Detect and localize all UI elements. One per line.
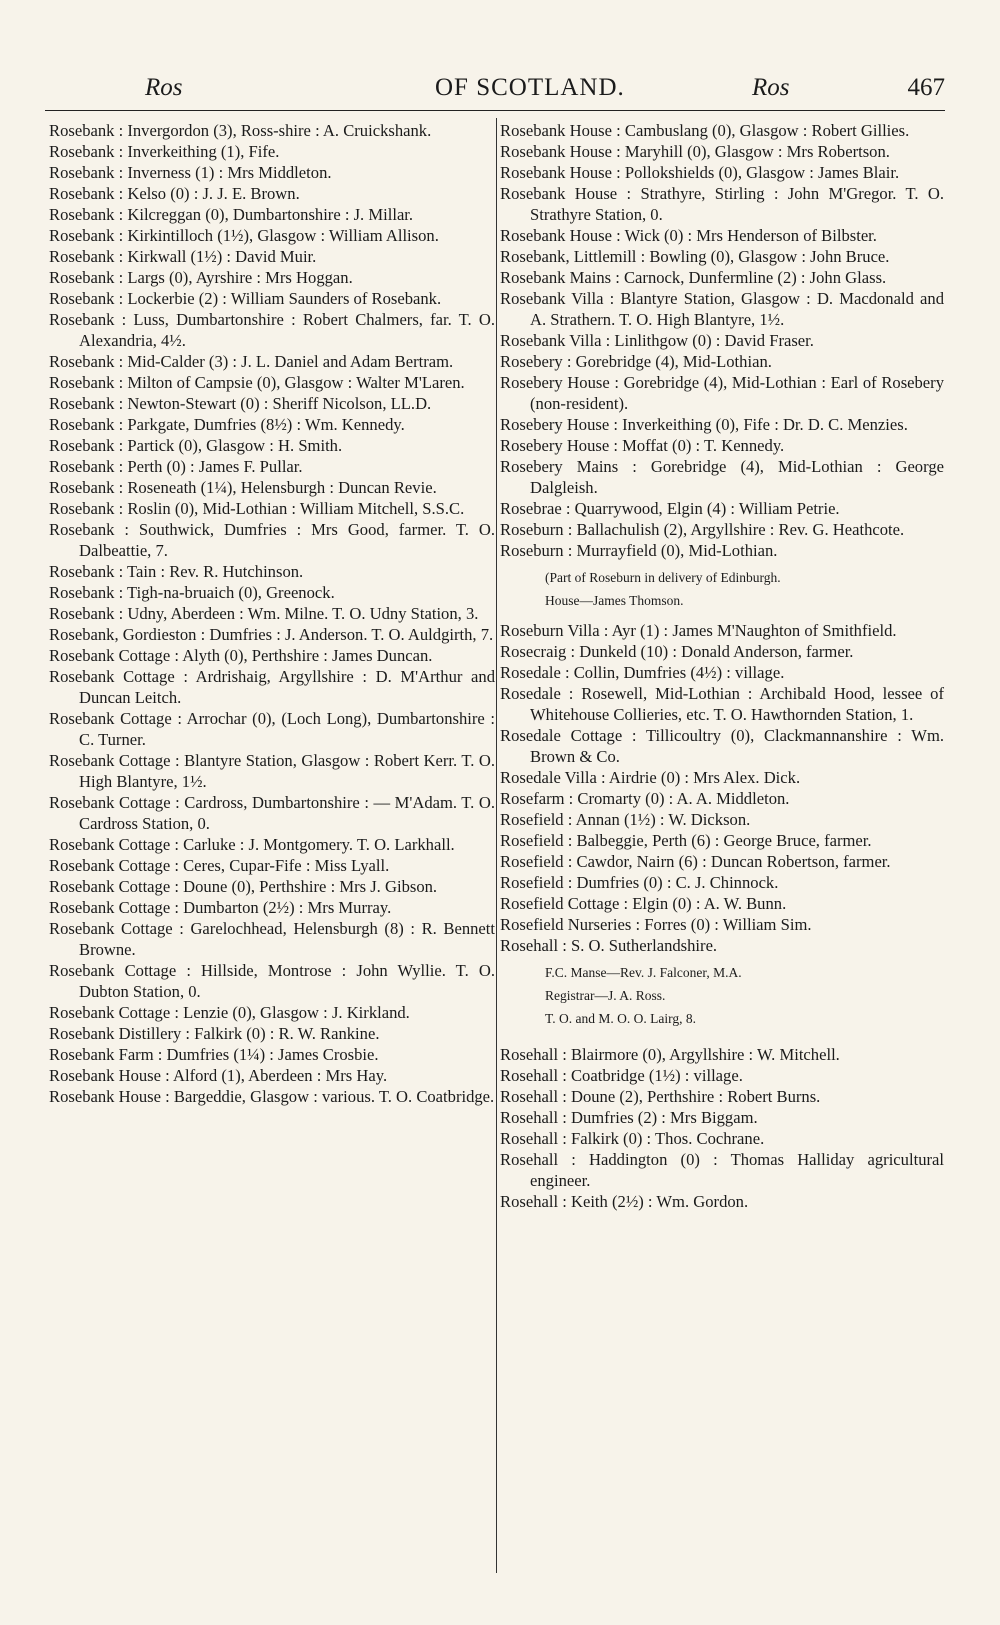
directory-entry: Rosefield Nurseries : Forres (0) : William Sim. bbox=[500, 915, 812, 934]
directory-entry: Rosehall : Dumfries (2) : Mrs Biggam. bbox=[500, 1108, 758, 1127]
directory-entry: Rosebank Cottage : Doune (0), Perthshire : Mrs J. Gibson. bbox=[49, 877, 438, 896]
directory-entry: Rosebank Cottage : Carluke : J. Montgomery. T. O. Larkhall. bbox=[49, 835, 455, 854]
directory-entry: Rosebank House : Maryhill (0), Glasgow : Mrs Robertson. bbox=[500, 142, 890, 161]
header-left-guide-word: Ros bbox=[145, 74, 183, 101]
directory-entry: Rosebank : Newton-Stewart (0) : Sheriff Nicolson, LL.D. bbox=[49, 394, 432, 413]
directory-entry: Rosebank : Kirkwall (1½) : David Muir. bbox=[49, 247, 317, 266]
directory-entry: Rosebery : Gorebridge (4), Mid-Lothian. bbox=[500, 352, 772, 371]
header-right-guide-word: Ros bbox=[752, 74, 790, 101]
directory-entry: Rosebank Cottage : Lenzie (0), Glasgow : J. Kirkland. bbox=[49, 1003, 410, 1022]
directory-entry: Rosebank : Kirkintilloch (1½), Glasgow : William Allison. bbox=[49, 226, 439, 245]
directory-entry: Rosebank House : Alford (1), Aberdeen : Mrs Hay. bbox=[49, 1066, 388, 1085]
directory-entry: Rosefield : Annan (1½) : W. Dickson. bbox=[500, 810, 751, 829]
directory-entry: Rosebank House : Bargeddie, Glasgow : various. T. O. Coatbridge. bbox=[49, 1087, 495, 1106]
directory-entry: Rosebank : Partick (0), Glasgow : H. Smith. bbox=[49, 436, 343, 455]
directory-entry: Rosefarm : Cromarty (0) : A. A. Middleton. bbox=[500, 789, 790, 808]
directory-entry: Rosebank : Inverkeithing (1), Fife. bbox=[49, 142, 280, 161]
right-column bbox=[500, 120, 944, 1212]
directory-entry: Rosehall : Falkirk (0) : Thos. Cochrane. bbox=[500, 1129, 765, 1148]
directory-entry: Rosehall : Blairmore (0), Argyllshire : W. Mitchell. bbox=[500, 1045, 840, 1064]
note-line: House—James Thomson. bbox=[545, 593, 684, 608]
directory-entry: Roseburn : Murrayfield (0), Mid-Lothian. bbox=[500, 541, 778, 560]
directory-entry: Rosebank Cottage : Arrochar (0), (Loch Long), Dumbartonshire : C. Turner. bbox=[49, 709, 495, 749]
directory-entry: Rosefield : Dumfries (0) : C. J. Chinnock. bbox=[500, 873, 779, 892]
directory-entry: Rosebank Cottage : Garelochhead, Helensburgh (8) : R. Bennett Browne. bbox=[49, 919, 495, 959]
directory-entry: Rosedale : Collin, Dumfries (4½) : village. bbox=[500, 663, 785, 682]
directory-entry: Rosebery Mains : Gorebridge (4), Mid-Lothian : George Dalgleish. bbox=[500, 457, 944, 497]
directory-entry: Rosebank Mains : Carnock, Dunfermline (2) : John Glass. bbox=[500, 268, 887, 287]
directory-entry: Rosehall : Coatbridge (1½) : village. bbox=[500, 1066, 743, 1085]
directory-entry: Rosebank : Milton of Campsie (0), Glasgow : Walter M'Laren. bbox=[49, 373, 465, 392]
directory-entry: Rosebank : Mid-Calder (3) : J. L. Daniel and Adam Bertram. bbox=[49, 352, 454, 371]
directory-entry: Rosedale Cottage : Tillicoultry (0), Clackmannanshire : Wm. Brown & Co. bbox=[500, 726, 944, 766]
note-roseburn bbox=[500, 566, 944, 612]
directory-entry: Rosebank House : Pollokshields (0), Glasgow : James Blair. bbox=[500, 163, 900, 182]
directory-entry: Rosebank : Udny, Aberdeen : Wm. Milne. T. O. Udny Station, 3. bbox=[49, 604, 479, 623]
directory-entry: Rosebery House : Gorebridge (4), Mid-Lothian : Earl of Rosebery (non-resident). bbox=[500, 373, 944, 413]
directory-entry: Rosebank Villa : Blantyre Station, Glasgow : D. Macdonald and A. Strathern. T. O. High Blantyre, 1½. bbox=[500, 289, 944, 329]
directory-entry: Rosebank : Inverness (1) : Mrs Middleton. bbox=[49, 163, 332, 182]
directory-entry: Rosebank Cottage : Dumbarton (2½) : Mrs Murray. bbox=[49, 898, 392, 917]
directory-entry: Rosehall : Haddington (0) : Thomas Halliday agricultural engineer. bbox=[500, 1150, 944, 1190]
directory-entry: Rosefield : Cawdor, Nairn (6) : Duncan Robertson, farmer. bbox=[500, 852, 891, 871]
directory-entry: Rosebrae : Quarrywood, Elgin (4) : William Petrie. bbox=[500, 499, 840, 518]
directory-entry: Rosebank House : Cambuslang (0), Glasgow : Robert Gillies. bbox=[500, 121, 910, 140]
directory-entry: Rosefield : Balbeggie, Perth (6) : George Bruce, farmer. bbox=[500, 831, 872, 850]
header-rule bbox=[45, 110, 945, 111]
directory-entry: Rosebank, Gordieston : Dumfries : J. Anderson. T. O. Auldgirth, 7. bbox=[49, 625, 494, 644]
note-rosehall bbox=[500, 961, 944, 1030]
note-line: F.C. Manse—Rev. J. Falconer, M.A. bbox=[545, 965, 742, 980]
left-column bbox=[49, 120, 495, 1107]
directory-entry: Rosehall : Doune (2), Perthshire : Robert Burns. bbox=[500, 1087, 821, 1106]
directory-entry: Rosebery House : Inverkeithing (0), Fife : Dr. D. C. Menzies. bbox=[500, 415, 908, 434]
directory-entry: Rosebank Cottage : Alyth (0), Perthshire : James Duncan. bbox=[49, 646, 433, 665]
directory-entry: Rosebank : Lockerbie (2) : William Saunders of Rosebank. bbox=[49, 289, 442, 308]
directory-entry: Rosebank House : Wick (0) : Mrs Henderson of Bilbster. bbox=[500, 226, 877, 245]
directory-entry: Roseburn : Ballachulish (2), Argyllshire : Rev. G. Heathcote. bbox=[500, 520, 905, 539]
note-line: (Part of Roseburn in delivery of Edinburgh. bbox=[545, 570, 781, 585]
directory-entry: Rosebank : Perth (0) : James F. Pullar. bbox=[49, 457, 303, 476]
directory-entry: Rosebank : Southwick, Dumfries : Mrs Good, farmer. T. O. Dalbeattie, 7. bbox=[49, 520, 495, 560]
directory-entry: Rosebank Villa : Linlithgow (0) : David Fraser. bbox=[500, 331, 814, 350]
note-line: Registrar—J. A. Ross. bbox=[545, 988, 666, 1003]
column-divider bbox=[496, 118, 497, 1573]
directory-entry: Rosebank Cottage : Blantyre Station, Glasgow : Robert Kerr. T. O. High Blantyre, 1½. bbox=[49, 751, 495, 791]
directory-entry: Rosebank Cottage : Cardross, Dumbartonshire : — M'Adam. T. O. Cardross Station, 0. bbox=[49, 793, 495, 833]
directory-entry: Rosebank : Tain : Rev. R. Hutchinson. bbox=[49, 562, 304, 581]
page-number: 467 bbox=[907, 74, 945, 101]
directory-entry: Rosehall : Keith (2½) : Wm. Gordon. bbox=[500, 1192, 749, 1211]
directory-entry: Rosebank : Roslin (0), Mid-Lothian : William Mitchell, S.S.C. bbox=[49, 499, 465, 518]
directory-entry: Rosebank : Luss, Dumbartonshire : Robert Chalmers, far. T. O. Alexandria, 4½. bbox=[49, 310, 495, 350]
directory-entry: Rosedale Villa : Airdrie (0) : Mrs Alex. Dick. bbox=[500, 768, 801, 787]
directory-entry: Rosecraig : Dunkeld (10) : Donald Anderson, farmer. bbox=[500, 642, 854, 661]
directory-entry: Rosedale : Rosewell, Mid-Lothian : Archibald Hood, lessee of Whitehouse Collieries, etc. T. O. Hawthornden Station, 1. bbox=[500, 684, 944, 724]
directory-entry: Rosebank Cottage : Ardrishaig, Argyllshire : D. M'Arthur and Duncan Leitch. bbox=[49, 667, 495, 707]
directory-entry: Rosebery House : Moffat (0) : T. Kennedy. bbox=[500, 436, 785, 455]
directory-entry: Rosebank : Roseneath (1¼), Helensburgh : Duncan Revie. bbox=[49, 478, 437, 497]
directory-entry: Rosebank, Littlemill : Bowling (0), Glasgow : John Bruce. bbox=[500, 247, 890, 266]
directory-entry: Rosefield Cottage : Elgin (0) : A. W. Bunn. bbox=[500, 894, 787, 913]
header-running-title: OF SCOTLAND. bbox=[435, 74, 625, 101]
directory-entry: Rosebank House : Strathyre, Stirling : John M'Gregor. T. O. Strathyre Station, 0. bbox=[500, 184, 944, 224]
directory-entry: Rosebank Cottage : Ceres, Cupar-Fife : Miss Lyall. bbox=[49, 856, 390, 875]
directory-entry: Rosebank Cottage : Hillside, Montrose : John Wyllie. T. O. Dubton Station, 0. bbox=[49, 961, 495, 1001]
directory-entry: Rosebank : Largs (0), Ayrshire : Mrs Hoggan. bbox=[49, 268, 353, 287]
directory-entry: Rosebank Farm : Dumfries (1¼) : James Crosbie. bbox=[49, 1045, 379, 1064]
directory-entry: Rosebank : Kelso (0) : J. J. E. Brown. bbox=[49, 184, 300, 203]
directory-entry: Rosebank : Tigh-na-bruaich (0), Greenock. bbox=[49, 583, 335, 602]
page-header bbox=[45, 74, 945, 110]
directory-entry: Rosehall : S. O. Sutherlandshire. bbox=[500, 936, 718, 955]
directory-entry: Roseburn Villa : Ayr (1) : James M'Naughton of Smithfield. bbox=[500, 621, 897, 640]
directory-entry: Rosebank : Parkgate, Dumfries (8½) : Wm. Kennedy. bbox=[49, 415, 405, 434]
directory-entry: Rosebank Distillery : Falkirk (0) : R. W. Rankine. bbox=[49, 1024, 380, 1043]
directory-entry: Rosebank : Invergordon (3), Ross-shire : A. Cruickshank. bbox=[49, 121, 432, 140]
directory-entry: Rosebank : Kilcreggan (0), Dumbartonshire : J. Millar. bbox=[49, 205, 414, 224]
note-line: T. O. and M. O. O. Lairg, 8. bbox=[545, 1011, 696, 1026]
